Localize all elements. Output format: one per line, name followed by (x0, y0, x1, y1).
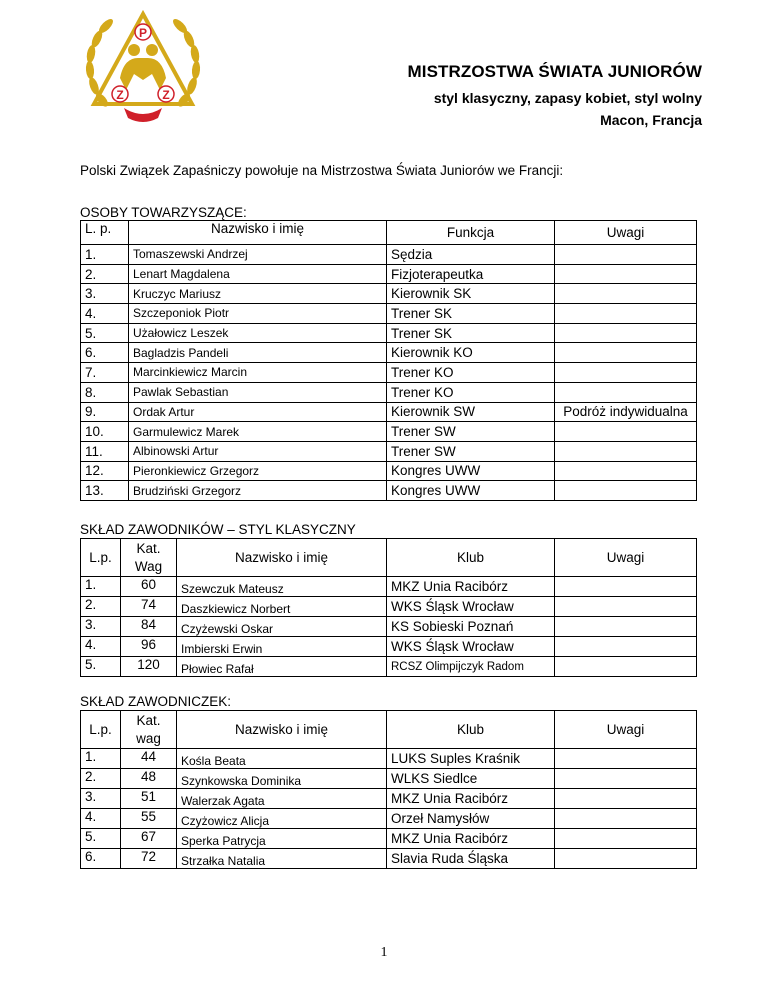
table-row (81, 343, 697, 363)
row-notes (555, 597, 697, 617)
row-name: Szynkowska Dominika (177, 769, 387, 789)
row-lp: 4. (81, 304, 129, 324)
women-section-title: SKŁAD ZAWODNICZEK: (80, 694, 232, 709)
row-weight-category: 67 (121, 829, 177, 849)
row-notes (555, 363, 697, 383)
row-name: Bagladzis Pandeli (129, 343, 387, 363)
row-name: Czyżowicz Alicja (177, 809, 387, 829)
women-header-club: Klub (387, 711, 555, 749)
row-club: LUKS Suples Kraśnik (387, 749, 555, 769)
women-header-notes: Uwagi (555, 711, 697, 749)
row-lp: 1. (81, 245, 129, 265)
row-club: MKZ Unia Racibórz (387, 829, 555, 849)
table-row (81, 637, 697, 657)
table-row (81, 849, 697, 869)
row-weight-category: 55 (121, 809, 177, 829)
row-name: Garmulewicz Marek (129, 422, 387, 442)
women-header-name: Nazwisko i imię (177, 711, 387, 749)
row-club: WKS Śląsk Wrocław (387, 637, 555, 657)
row-lp: 7. (81, 363, 129, 383)
row-notes (555, 769, 697, 789)
women-header-cat-line1: Kat. (136, 712, 161, 728)
table-row (81, 789, 697, 809)
row-notes (555, 789, 697, 809)
women-table (80, 710, 697, 869)
row-notes (555, 481, 697, 501)
row-notes (555, 323, 697, 343)
table-row (81, 382, 697, 402)
classic-header-cat (121, 539, 177, 577)
classic-header-notes: Uwagi (555, 539, 697, 577)
women-header-cat (121, 711, 177, 749)
row-lp: 9. (81, 402, 129, 422)
row-weight-category: 48 (121, 769, 177, 789)
table-row (81, 769, 697, 789)
row-function: Kierownik SK (387, 284, 555, 304)
row-function: Trener SK (387, 323, 555, 343)
table-row (81, 829, 697, 849)
row-function: Trener KO (387, 382, 555, 402)
row-name: Marcinkiewicz Marcin (129, 363, 387, 383)
pzz-logo (80, 8, 206, 126)
row-club: MKZ Unia Racibórz (387, 789, 555, 809)
classic-header-cat-line2: Wag (134, 558, 163, 574)
row-lp: 2. (81, 597, 121, 617)
row-notes (555, 245, 697, 265)
row-name: Płowiec Rafał (177, 657, 387, 677)
classic-table (80, 538, 697, 677)
table-row (81, 264, 697, 284)
row-function: Trener SK (387, 304, 555, 324)
row-notes (555, 829, 697, 849)
row-name: Kośla Beata (177, 749, 387, 769)
row-notes (555, 264, 697, 284)
row-notes (555, 441, 697, 461)
row-notes (555, 343, 697, 363)
row-function: Kongres UWW (387, 481, 555, 501)
row-club: Slavia Ruda Śląska (387, 849, 555, 869)
classic-header-cat-line1: Kat. (136, 540, 161, 556)
row-function: Trener SW (387, 441, 555, 461)
row-name: Imbierski Erwin (177, 637, 387, 657)
classic-header-row (81, 539, 697, 577)
row-name: Czyżewski Oskar (177, 617, 387, 637)
row-notes (555, 461, 697, 481)
table-row (81, 749, 697, 769)
row-name: Szczeponiok Piotr (129, 304, 387, 324)
row-notes (555, 617, 697, 637)
row-weight-category: 74 (121, 597, 177, 617)
row-weight-category: 60 (121, 577, 177, 597)
women-header-row (81, 711, 697, 749)
table-row (81, 481, 697, 501)
classic-header-lp: L.p. (81, 539, 121, 577)
row-lp: 1. (81, 577, 121, 597)
table-row (81, 245, 697, 265)
row-lp: 10. (81, 422, 129, 442)
row-weight-category: 72 (121, 849, 177, 869)
row-club: MKZ Unia Racibórz (387, 577, 555, 597)
row-name: Sperka Patrycja (177, 829, 387, 849)
table-row (81, 402, 697, 422)
row-lp: 5. (81, 657, 121, 677)
row-weight-category: 51 (121, 789, 177, 809)
staff-section-title: OSOBY TOWARZYSZĄCE: (80, 205, 247, 220)
row-lp: 8. (81, 382, 129, 402)
row-function: Kierownik KO (387, 343, 555, 363)
logo-letter-p: P (138, 26, 148, 40)
row-club: WLKS Siedlce (387, 769, 555, 789)
table-row (81, 657, 697, 677)
row-name: Ordak Artur (129, 402, 387, 422)
classic-section-title: SKŁAD ZAWODNIKÓW – STYL KLASYCZNY (80, 522, 356, 537)
wrestlers-icon (120, 44, 166, 90)
table-row (81, 363, 697, 383)
row-lp: 6. (81, 343, 129, 363)
row-weight-category: 44 (121, 749, 177, 769)
row-notes (555, 657, 697, 677)
row-notes (555, 382, 697, 402)
row-lp: 3. (81, 284, 129, 304)
logo-letter-z-left: Z (116, 88, 124, 102)
row-weight-category: 84 (121, 617, 177, 637)
row-function: Fizjoterapeutka (387, 264, 555, 284)
row-notes (555, 809, 697, 829)
row-lp: 2. (81, 264, 129, 284)
row-lp: 12. (81, 461, 129, 481)
row-name: Szewczuk Mateusz (177, 577, 387, 597)
row-lp: 4. (81, 637, 121, 657)
row-lp: 3. (81, 617, 121, 637)
row-notes (555, 749, 697, 769)
row-name: Albinowski Artur (129, 441, 387, 461)
row-notes (555, 577, 697, 597)
row-lp: 2. (81, 769, 121, 789)
table-row (81, 441, 697, 461)
row-notes (555, 284, 697, 304)
row-lp: 5. (81, 829, 121, 849)
table-row (81, 809, 697, 829)
staff-header-name: Nazwisko i imię (129, 221, 387, 245)
women-header-cat-line2: wag (136, 730, 161, 746)
row-name: Pieronkiewicz Grzegorz (129, 461, 387, 481)
row-lp: 3. (81, 789, 121, 809)
document-header (407, 62, 702, 128)
row-lp: 4. (81, 809, 121, 829)
staff-table (80, 220, 697, 501)
table-row (81, 597, 697, 617)
row-name: Daszkiewicz Norbert (177, 597, 387, 617)
row-function: Kongres UWW (387, 461, 555, 481)
table-row (81, 323, 697, 343)
row-name: Lenart Magdalena (129, 264, 387, 284)
staff-header-function: Funkcja (387, 221, 555, 245)
row-club: RCSZ Olimpijczyk Radom (387, 657, 555, 677)
row-club: Orzeł Namysłów (387, 809, 555, 829)
logo-letter-z-right: Z (162, 88, 170, 102)
table-row (81, 461, 697, 481)
table-row (81, 617, 697, 637)
row-notes (555, 637, 697, 657)
row-lp: 6. (81, 849, 121, 869)
row-function: Sędzia (387, 245, 555, 265)
row-weight-category: 96 (121, 637, 177, 657)
table-row (81, 577, 697, 597)
staff-header-lp: L. p. (81, 221, 129, 245)
row-name: Walerzak Agata (177, 789, 387, 809)
row-notes: Podróż indywidualna (555, 402, 697, 422)
row-name: Strzałka Natalia (177, 849, 387, 869)
row-notes (555, 849, 697, 869)
classic-header-club: Klub (387, 539, 555, 577)
row-notes (555, 304, 697, 324)
row-name: Pawlak Sebastian (129, 382, 387, 402)
row-club: KS Sobieski Poznań (387, 617, 555, 637)
row-name: Brudziński Grzegorz (129, 481, 387, 501)
page-number: 1 (380, 945, 388, 960)
ribbon-icon (124, 108, 162, 122)
women-header-lp: L.p. (81, 711, 121, 749)
document-title: MISTRZOSTWA ŚWIATA JUNIORÓW (407, 62, 702, 81)
intro-text: Polski Związek Zapaśniczy powołuje na Mistrzostwa Świata Juniorów we Francji: (80, 163, 564, 178)
row-name: Tomaszewski Andrzej (129, 245, 387, 265)
table-row (81, 284, 697, 304)
staff-header-row (81, 221, 697, 245)
row-function: Trener KO (387, 363, 555, 383)
row-function: Kierownik SW (387, 402, 555, 422)
row-lp: 5. (81, 323, 129, 343)
row-notes (555, 422, 697, 442)
row-lp: 11. (81, 441, 129, 461)
row-function: Trener SW (387, 422, 555, 442)
table-row (81, 422, 697, 442)
document-location: Macon, Francja (600, 112, 702, 128)
staff-header-notes: Uwagi (555, 221, 697, 245)
row-name: Użałowicz Leszek (129, 323, 387, 343)
row-club: WKS Śląsk Wrocław (387, 597, 555, 617)
row-weight-category: 120 (121, 657, 177, 677)
row-lp: 13. (81, 481, 129, 501)
row-name: Kruczyc Mariusz (129, 284, 387, 304)
table-row (81, 304, 697, 324)
row-lp: 1. (81, 749, 121, 769)
document-subtitle: styl klasyczny, zapasy kobiet, styl wolny (433, 90, 702, 106)
classic-header-name: Nazwisko i imię (177, 539, 387, 577)
